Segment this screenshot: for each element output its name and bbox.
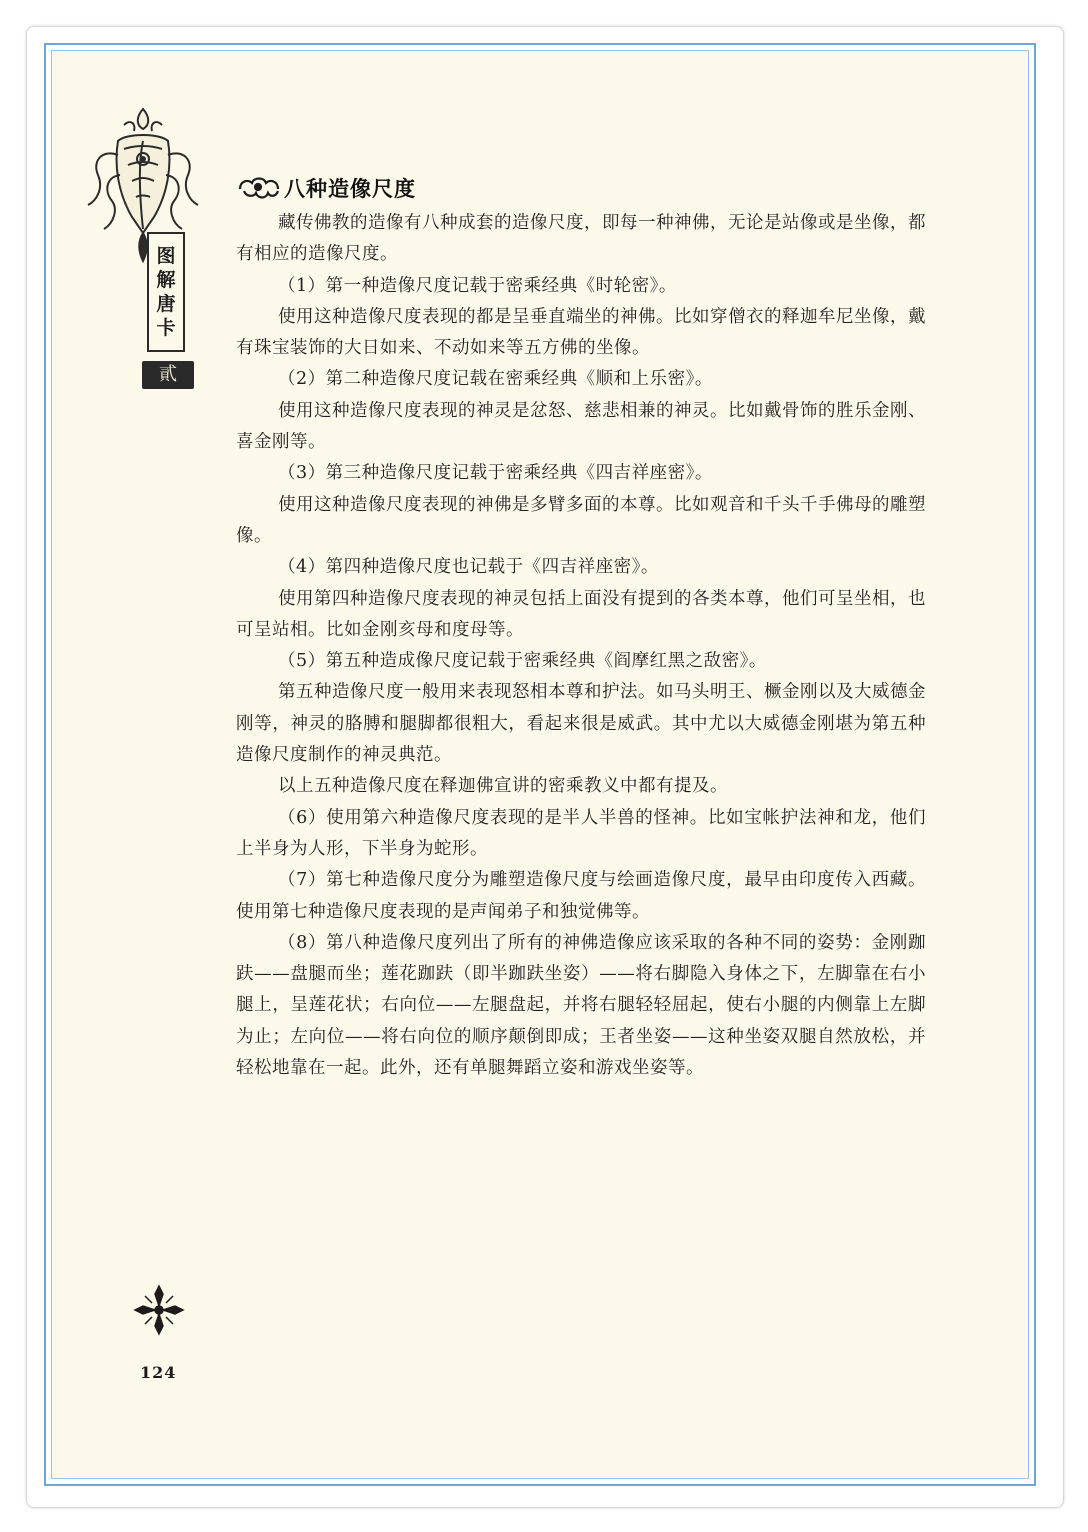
page-number: 124 xyxy=(140,1363,177,1382)
paragraph: 使用这种造像尺度表现的都是呈垂直端坐的神佛。比如穿僧衣的释迦牟尼坐像，戴有珠宝装饰的大日如来、不动如来等五方佛的坐像。 xyxy=(236,306,926,359)
book-title-char: 解 xyxy=(156,269,176,291)
paragraph: （7）第七种造像尺度分为雕塑造像尺度与绘画造像尺度，最早由印度传入西藏。使用第七种造像尺度表现的是声闻弟子和独觉佛等。 xyxy=(236,870,926,922)
paragraph: （5）第五种造成像尺度记载于密乘经典《阎摩红黑之敌密》。 xyxy=(278,651,767,672)
paragraph: （8）第八种造像尺度列出了所有的神佛造像应该采取的各种不同的姿势：金刚跏趺——盘腿而坐；莲花跏趺（即半跏趺坐姿）——将右脚隐入身体之下，左脚靠在右小腿上，呈莲花状；右向位——左腿盘起，并将右腿轻轻屈起，使右小腿的内侧靠上左脚为止；左向位——将右向位的顺序颠倒即成；王者坐姿——这种坐姿双腿自然放松，并轻松地靠在一起。此外，还有单腿舞蹈立姿和游戏坐姿等。 xyxy=(236,932,926,1079)
book-title-char: 唐 xyxy=(156,293,176,315)
paragraph: （2）第二种造像尺度记载在密乘经典《顺和上乐密》。 xyxy=(278,369,713,390)
paragraph: （1）第一种造像尺度记载于密乘经典《时轮密》。 xyxy=(278,275,677,296)
paragraph: 藏传佛教的造像有八种成套的造像尺度，即每一种神佛，无论是站像或是坐像，都有相应的造像尺度。 xyxy=(236,213,926,265)
main-content xyxy=(236,170,926,1084)
section-heading xyxy=(236,170,926,206)
section-title: 八种造像尺度 xyxy=(284,177,416,201)
paragraph: 使用这种造像尺度表现的神佛是多臂多面的本尊。比如观音和千头千手佛母的雕塑像。 xyxy=(236,494,926,546)
paragraph: 以上五种造像尺度在释迦佛宣讲的密乘教义中都有提及。 xyxy=(278,776,728,797)
chapter-badge: 貳 xyxy=(142,361,194,389)
book-title-label xyxy=(147,232,185,352)
scroll-cloud-icon xyxy=(236,173,282,203)
paragraph: （3）第三种造像尺度记载于密乘经典《四吉祥座密》。 xyxy=(278,463,713,484)
book-title-char: 卡 xyxy=(156,317,176,339)
paragraph: 使用第四种造像尺度表现的神灵包括上面没有提到的各类本尊，他们可呈坐相，也可呈站相。比如金刚亥母和度母等。 xyxy=(236,588,926,640)
crossed-vajra-icon xyxy=(133,1284,185,1336)
paragraph: （6）使用第六种造像尺度表现的是半人半兽的怪神。比如宝帐护法神和龙，他们上半身为人形，下半身为蛇形。 xyxy=(236,807,926,859)
book-title-char: 图 xyxy=(156,245,176,267)
paragraph: 第五种造像尺度一般用来表现怒相本尊和护法。如马头明王、橛金刚以及大威德金刚等，神灵的胳膊和腿脚都很粗大，看起来很是威武。其中尤以大威德金刚堪为第五种造像尺度制作的神灵典范。 xyxy=(236,682,926,766)
paragraph: （4）第四种造像尺度也记载于《四吉祥座密》。 xyxy=(278,557,659,578)
paragraph: 使用这种造像尺度表现的神灵是忿怒、慈悲相兼的神灵。比如戴骨饰的胜乐金刚、喜金刚等。 xyxy=(236,400,926,453)
